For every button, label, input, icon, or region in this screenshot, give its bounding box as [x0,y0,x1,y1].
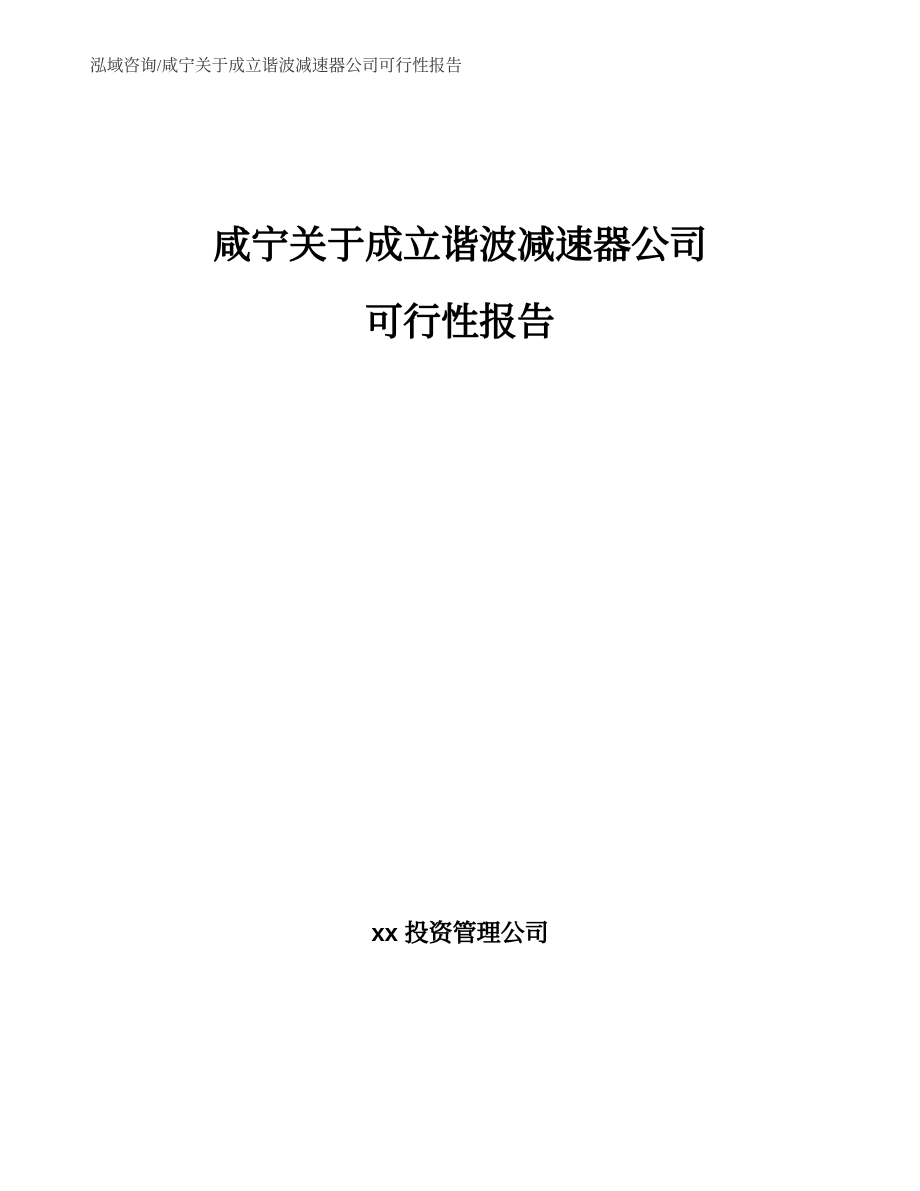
document-header [90,55,830,77]
header-reference-text: 泓域咨询/咸宁关于成立谐波减速器公司可行性报告 [90,56,463,75]
company-name: xx 投资管理公司 [371,920,549,947]
report-title-line-2: 可行性报告 [364,302,555,344]
report-title-line-1: 咸宁关于成立谐波减速器公司 [212,225,707,267]
